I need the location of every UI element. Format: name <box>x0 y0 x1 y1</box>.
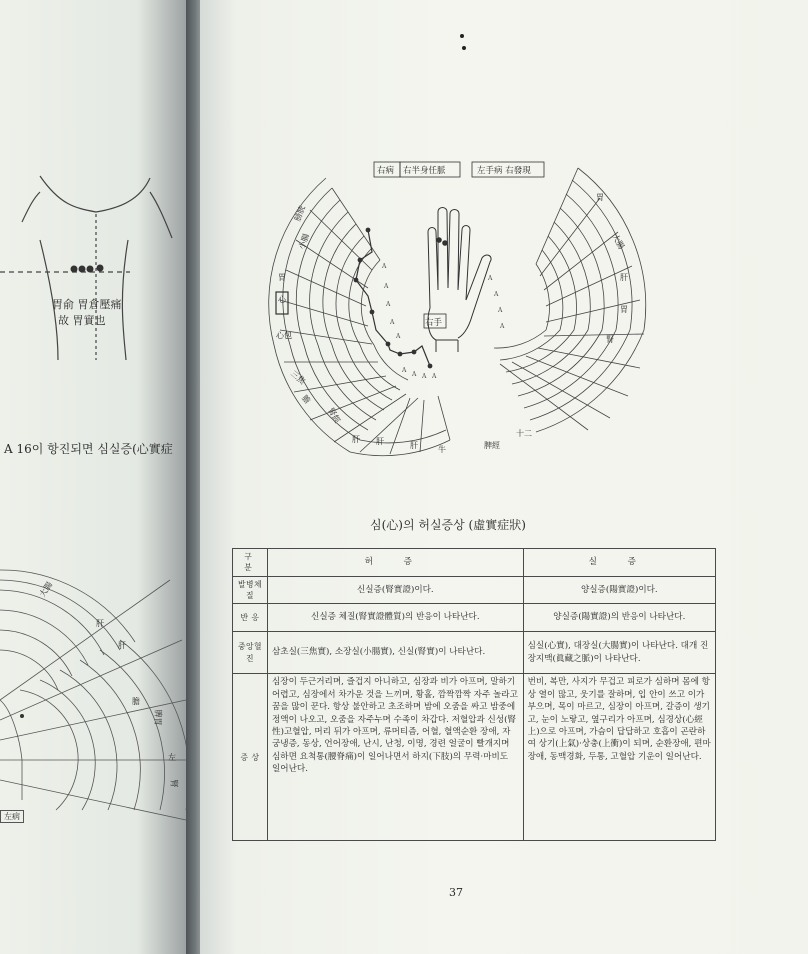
figure-caption-line1: 胃俞 胃倉壓痛 <box>52 298 122 311</box>
left-body-text: A 16이 항진되면 심실증(心實症 <box>4 442 173 456</box>
left-chart-label: 肝 <box>118 641 126 650</box>
hand-point <box>436 237 442 243</box>
cell-deficiency: 신실증 체질(腎實證體質)의 반응이 나타난다. <box>268 604 524 632</box>
svg-text:A: A <box>382 263 387 270</box>
left-chart-label: 脾胃 <box>153 709 163 726</box>
legend-left-hand: 左手病 右發現 <box>477 166 531 176</box>
table-row <box>233 576 716 604</box>
svg-text:A: A <box>396 333 401 340</box>
row-label: 반 응 <box>233 604 268 632</box>
cell-deficiency: 삼초실(三焦實), 소장실(小腸實), 신실(腎實)이 나타난다. <box>268 632 524 674</box>
ink-mark <box>462 46 466 50</box>
svg-text:A: A <box>494 291 499 298</box>
svg-text:A: A <box>500 323 505 330</box>
svg-text:A: A <box>488 275 493 282</box>
bottom-label: 脾經 <box>484 441 500 450</box>
left-chart-label: 大腸 <box>37 580 55 599</box>
hand-label: 右手 <box>425 318 443 328</box>
cell-deficiency: 신실증(腎實證)이다. <box>268 576 524 604</box>
hand-illustration <box>428 208 491 353</box>
left-page <box>0 0 196 954</box>
svg-text:A: A <box>386 301 391 308</box>
meridian-trace-line <box>356 230 430 366</box>
fan-label: 胃 <box>596 193 604 202</box>
cell-excess: 양실증(陽實證)의 반응이 나타난다. <box>523 604 715 632</box>
table-title: 심(心)의 허실증상 (虛實症狀) <box>370 518 526 532</box>
fan-label: 膽 <box>299 393 313 406</box>
fan-label: 小腸 <box>297 232 311 251</box>
row-label: 발병체질 <box>233 576 268 604</box>
row-label: 중앙혈진 <box>233 632 268 674</box>
cell-excess: 번비, 복만, 사지가 무겁고 피로가 심하며 몸에 항상 열이 많고, 웃기를 잘하며, 입 안이 쓰고 이가 부으며, 목이 마르고, 심장이 아프며, 갈증이 생기고, 눈이 노랗고, 옆구리가 아프며, 심경상(心經上)으로 아프며, 가슴이 답답하고 호흡이 곤란하여 상기(上氣)·상충(上衝)이 되며, 순환장애, 편마장애, 동맥경화, 두통, 고혈압 기운이 일어난다. <box>523 674 715 841</box>
svg-text:A: A <box>498 307 503 314</box>
symptom-table <box>232 548 716 841</box>
box-label-heart: 心 <box>278 295 286 304</box>
bottom-label: 肝 <box>376 437 384 446</box>
header-excess: 실 증 <box>523 549 715 577</box>
bottom-label: 肝 <box>410 441 418 450</box>
figure-caption-line2: 故 胃實也 <box>58 314 106 327</box>
acupoint-dots <box>71 265 104 273</box>
bottom-label: 十二 <box>516 429 532 438</box>
ink-mark <box>460 34 464 38</box>
fan-label: 肝 <box>352 435 360 444</box>
fan-label: 三焦 <box>288 368 308 387</box>
legend-right-half-body: 右半身任脈 <box>403 166 446 176</box>
svg-text:A: A <box>412 371 417 378</box>
row-label: 증 상 <box>233 674 268 841</box>
left-fan-chart <box>0 570 189 820</box>
acupuncture-diagram <box>200 140 808 460</box>
cell-deficiency: 심장이 두근거리며, 즐겁지 아니하고, 심장과 비가 아프며, 말하기 어렵고, 심장에서 차가운 것을 느끼며, 황홀, 깜짝깜짝 자주 놀라고 꿈을 많이 꾼다. 항상 불안하고 초조하며 밤에 오줌을 싸고 밤중에 정액이 나오고, 오줌을 자주누며 수족이 차갑다. 저혈압과 신성(腎性)고혈압, 머리 뒤가 아프며, 류머티즘, 어혈, 혈액순환 장애, 자궁냉증, 동상, 언어장애, 난시, 난청, 이명, 경련 얼굴이 빨개지며 심하면 요척통(腰脊痛)이 일어나면서 하지(下肢)의 무력·마비도 일어난다. <box>268 674 524 841</box>
fan-label: 肝 <box>620 273 628 282</box>
page-number: 37 <box>449 886 463 899</box>
left-chart-label: 左 <box>168 753 176 762</box>
back-illustration <box>0 176 172 360</box>
svg-text:A: A <box>384 283 389 290</box>
header-category: 구 분 <box>233 549 268 577</box>
fan-label: 腎經 <box>326 406 342 425</box>
inner-scale-ticks <box>381 263 505 380</box>
fan-label: 胃 <box>620 305 628 314</box>
fan-label: 大腸 <box>610 232 626 251</box>
left-chart-label: 膽 <box>132 697 140 706</box>
bottom-label: 牛 <box>438 445 446 454</box>
legend-right-disease: 右病 <box>377 166 395 176</box>
header-deficiency: 허 증 <box>268 549 524 577</box>
svg-text:A: A <box>402 367 407 374</box>
fan-label: 膀胱 <box>293 204 307 223</box>
hand-point <box>442 240 448 246</box>
table-header-row <box>233 549 716 577</box>
fan-label: 腎 <box>606 335 614 344</box>
left-chart-label: 肝 <box>96 619 104 628</box>
table-row <box>233 674 716 841</box>
svg-text:A: A <box>422 373 427 380</box>
fan-label: 心包 <box>276 331 292 340</box>
right-fan-grid <box>494 168 646 432</box>
svg-text:A: A <box>390 319 395 326</box>
cell-excess: 심실(心實), 대장실(大腸實)이 나타난다. 대개 진장지맥(眞藏之脈)이 나타난다. <box>523 632 715 674</box>
left-badge: 左病 <box>0 810 24 823</box>
left-chart-label: 腎 <box>169 779 179 788</box>
table-row <box>233 604 716 632</box>
cell-excess: 양실증(陽實證)이다. <box>523 576 715 604</box>
left-page-figures <box>0 0 196 954</box>
svg-text:A: A <box>432 373 437 380</box>
table-row <box>233 632 716 674</box>
fan-label: 胃 <box>278 273 286 282</box>
